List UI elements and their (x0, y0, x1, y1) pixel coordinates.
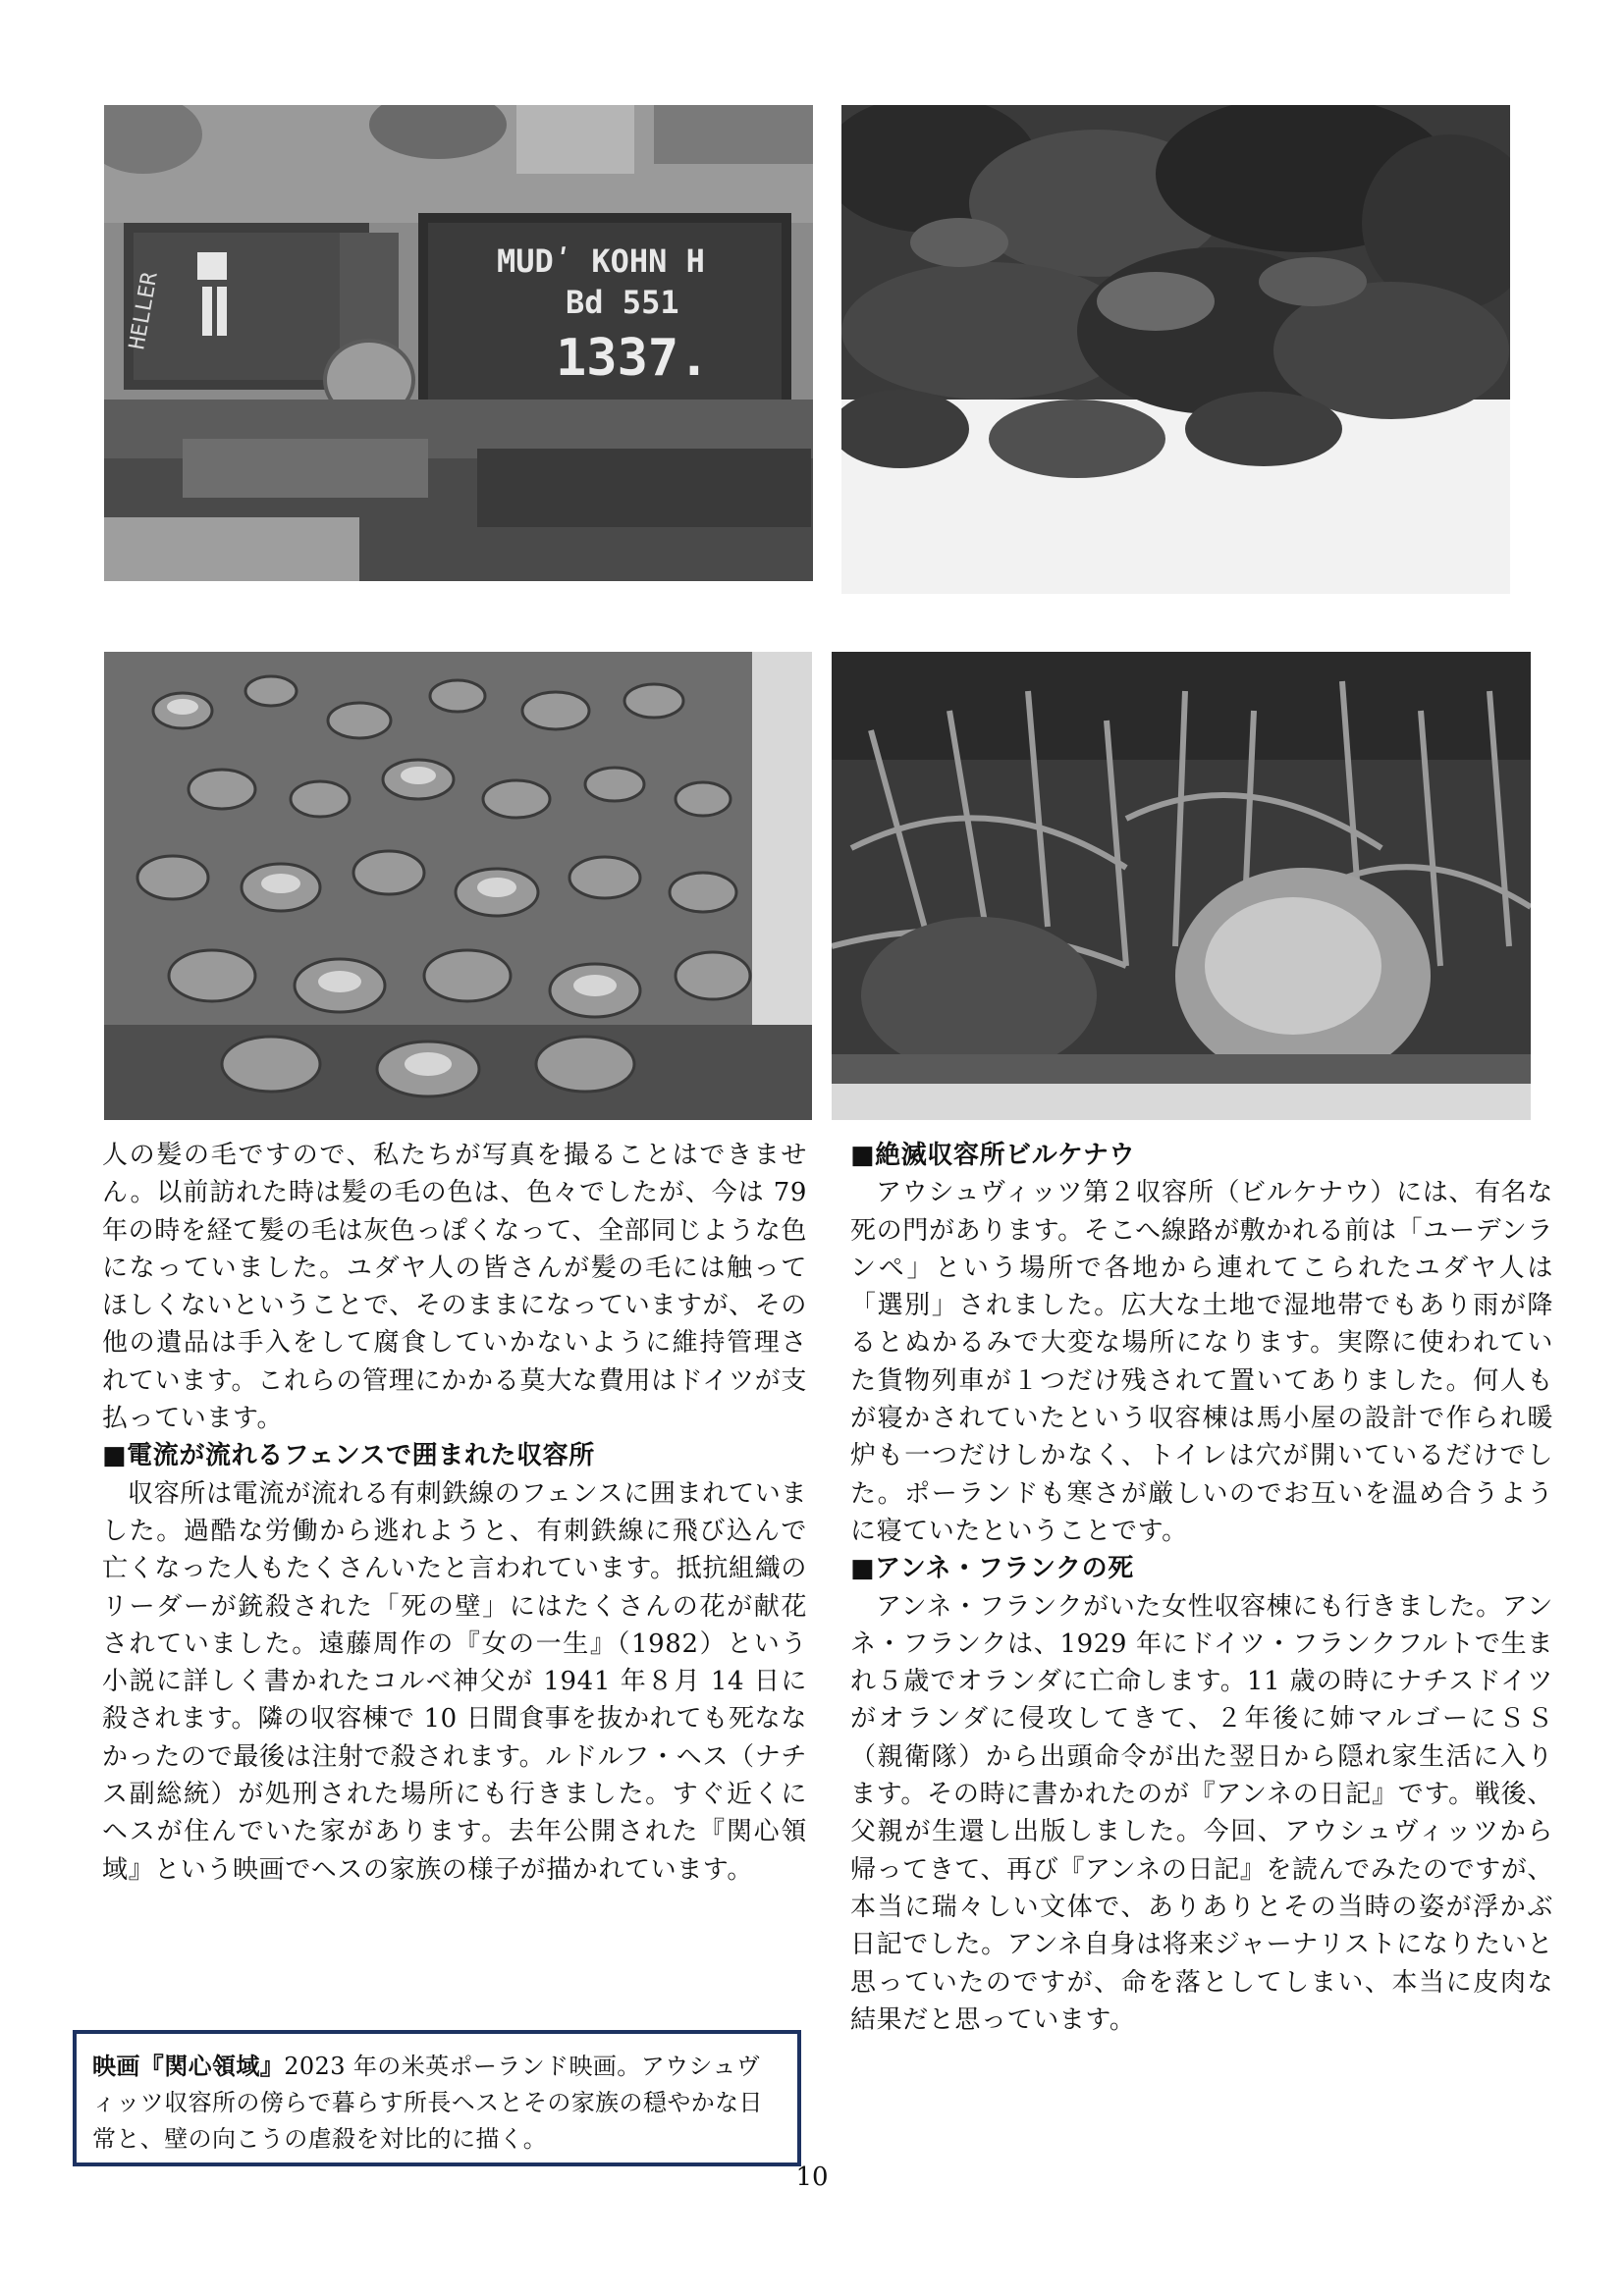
section-heading: ■アンネ・フランクの死 (850, 1554, 1134, 1584)
suitcases-photo (104, 105, 813, 581)
right-text-column (850, 1137, 1553, 2039)
body-paragraph: 収容所は電流が流れる有刺鉄線のフェンスに囲まれていました。過酷な労働から逃れようと、有刺鉄線に飛び込んで亡くなった人もたくさんいたと言われています。抵抗組織のリーダーが銃殺された「死の壁」にはたくさんの花が献花されていました。遠藤周作の『女の一生』（1982）という小説に詳しく書かれたコルベ神父が 1941 年８月 14 日に殺されます。隣の収容棟で 10 日間食事を抜かれても死ななかったので最後は注射で殺されます。ルドルフ・ヘス（ナチス副総統）が処刑された場所にも行きました。すぐ近くにヘスが住んでいた家があります。去年公開された『関心領域』という映画でヘスの家族の様子が描かれています。 (102, 1478, 807, 1885)
left-text-column (102, 1137, 807, 1889)
suitcase-label: MUDʹ KOHN H (497, 242, 705, 280)
film-note-body: 2023 年の米英ポーランド映画。アウシュヴィッツ収容所の傍らで暮らす所長ヘスとその家族の穏やかな日常と、壁の向こうの虐殺を対比的に描く。 (92, 2053, 763, 2153)
section-heading: ■絶滅収容所ビルケナウ (850, 1141, 1136, 1170)
film-note-box (73, 2030, 801, 2166)
suitcase-label: HELLER (125, 270, 163, 352)
suitcase-label: Bd 551 (566, 284, 679, 321)
body-paragraph: 人の髪の毛ですので、私たちが写真を撮ることはできません。以前訪れた時は髪の毛の色は、色々でしたが、今は 79 年の時を経て髪の毛は灰色っぽくなって、全部同じような色になっていました。ユダヤ人の皆さんが髪の毛には触ってほしくないということで、そのままになっていますが、その他の遺品は手入をして腐食していかないように維持管理されています。これらの管理にかかる莫大な費用はドイツが支払っています。 (102, 1141, 807, 1434)
dishes-photo (104, 652, 812, 1120)
suitcase-label: 1337. (556, 329, 710, 388)
shoes-photo (841, 105, 1510, 594)
body-paragraph: アウシュヴィッツ第２収容所（ビルケナウ）には、有名な死の門があります。そこへ線路が敷かれる前は「ユーデンランペ」という場所で各地から連れてこられたユダヤ人は「選別」されました。広大な土地で湿地帯でもあり雨が降るとぬかるみで大変な場所になります。実際に使われていた貨物列車が１つだけ残されて置いてありました。何人もが寝かされていたという収容棟は馬小屋の設計で作られ暖炉も一つだけしかなく、トイレは穴が開いているだけでした。ポーランドも寒さが厳しいのでお互いを温め合うように寝ていたということです。 (850, 1178, 1553, 1546)
page-number: 10 (795, 2163, 829, 2192)
prosthetics-photo (832, 652, 1531, 1120)
section-heading: ■電流が流れるフェンスで囲まれた収容所 (102, 1441, 595, 1471)
film-note-title: 映画『関心領域』 (92, 2052, 285, 2080)
body-paragraph: アンネ・フランクがいた女性収容棟にも行きました。アンネ・フランクは、1929 年にドイツ・フランクフルトで生まれ５歳でオランダに亡命します。11 歳の時にナチスドイツがオランダに侵攻してきて、２年後に姉マルゴーにＳＳ（親衛隊）から出頭命令が出た翌日から隠れ家生活に入ります。その時に書かれたのが『アンネの日記』です。戦後、父親が生還し出版しました。今回、アウシュヴィッツから帰ってきて、再び『アンネの日記』を読んでみたのですが、本当に瑞々しい文体で、ありありとその当時の姿が浮かぶ日記でした。アンネ自身は将来ジャーナリストになりたいと思っていたのですが、命を落としてしまい、本当に皮肉な結果だと思っています。 (850, 1591, 1553, 2035)
